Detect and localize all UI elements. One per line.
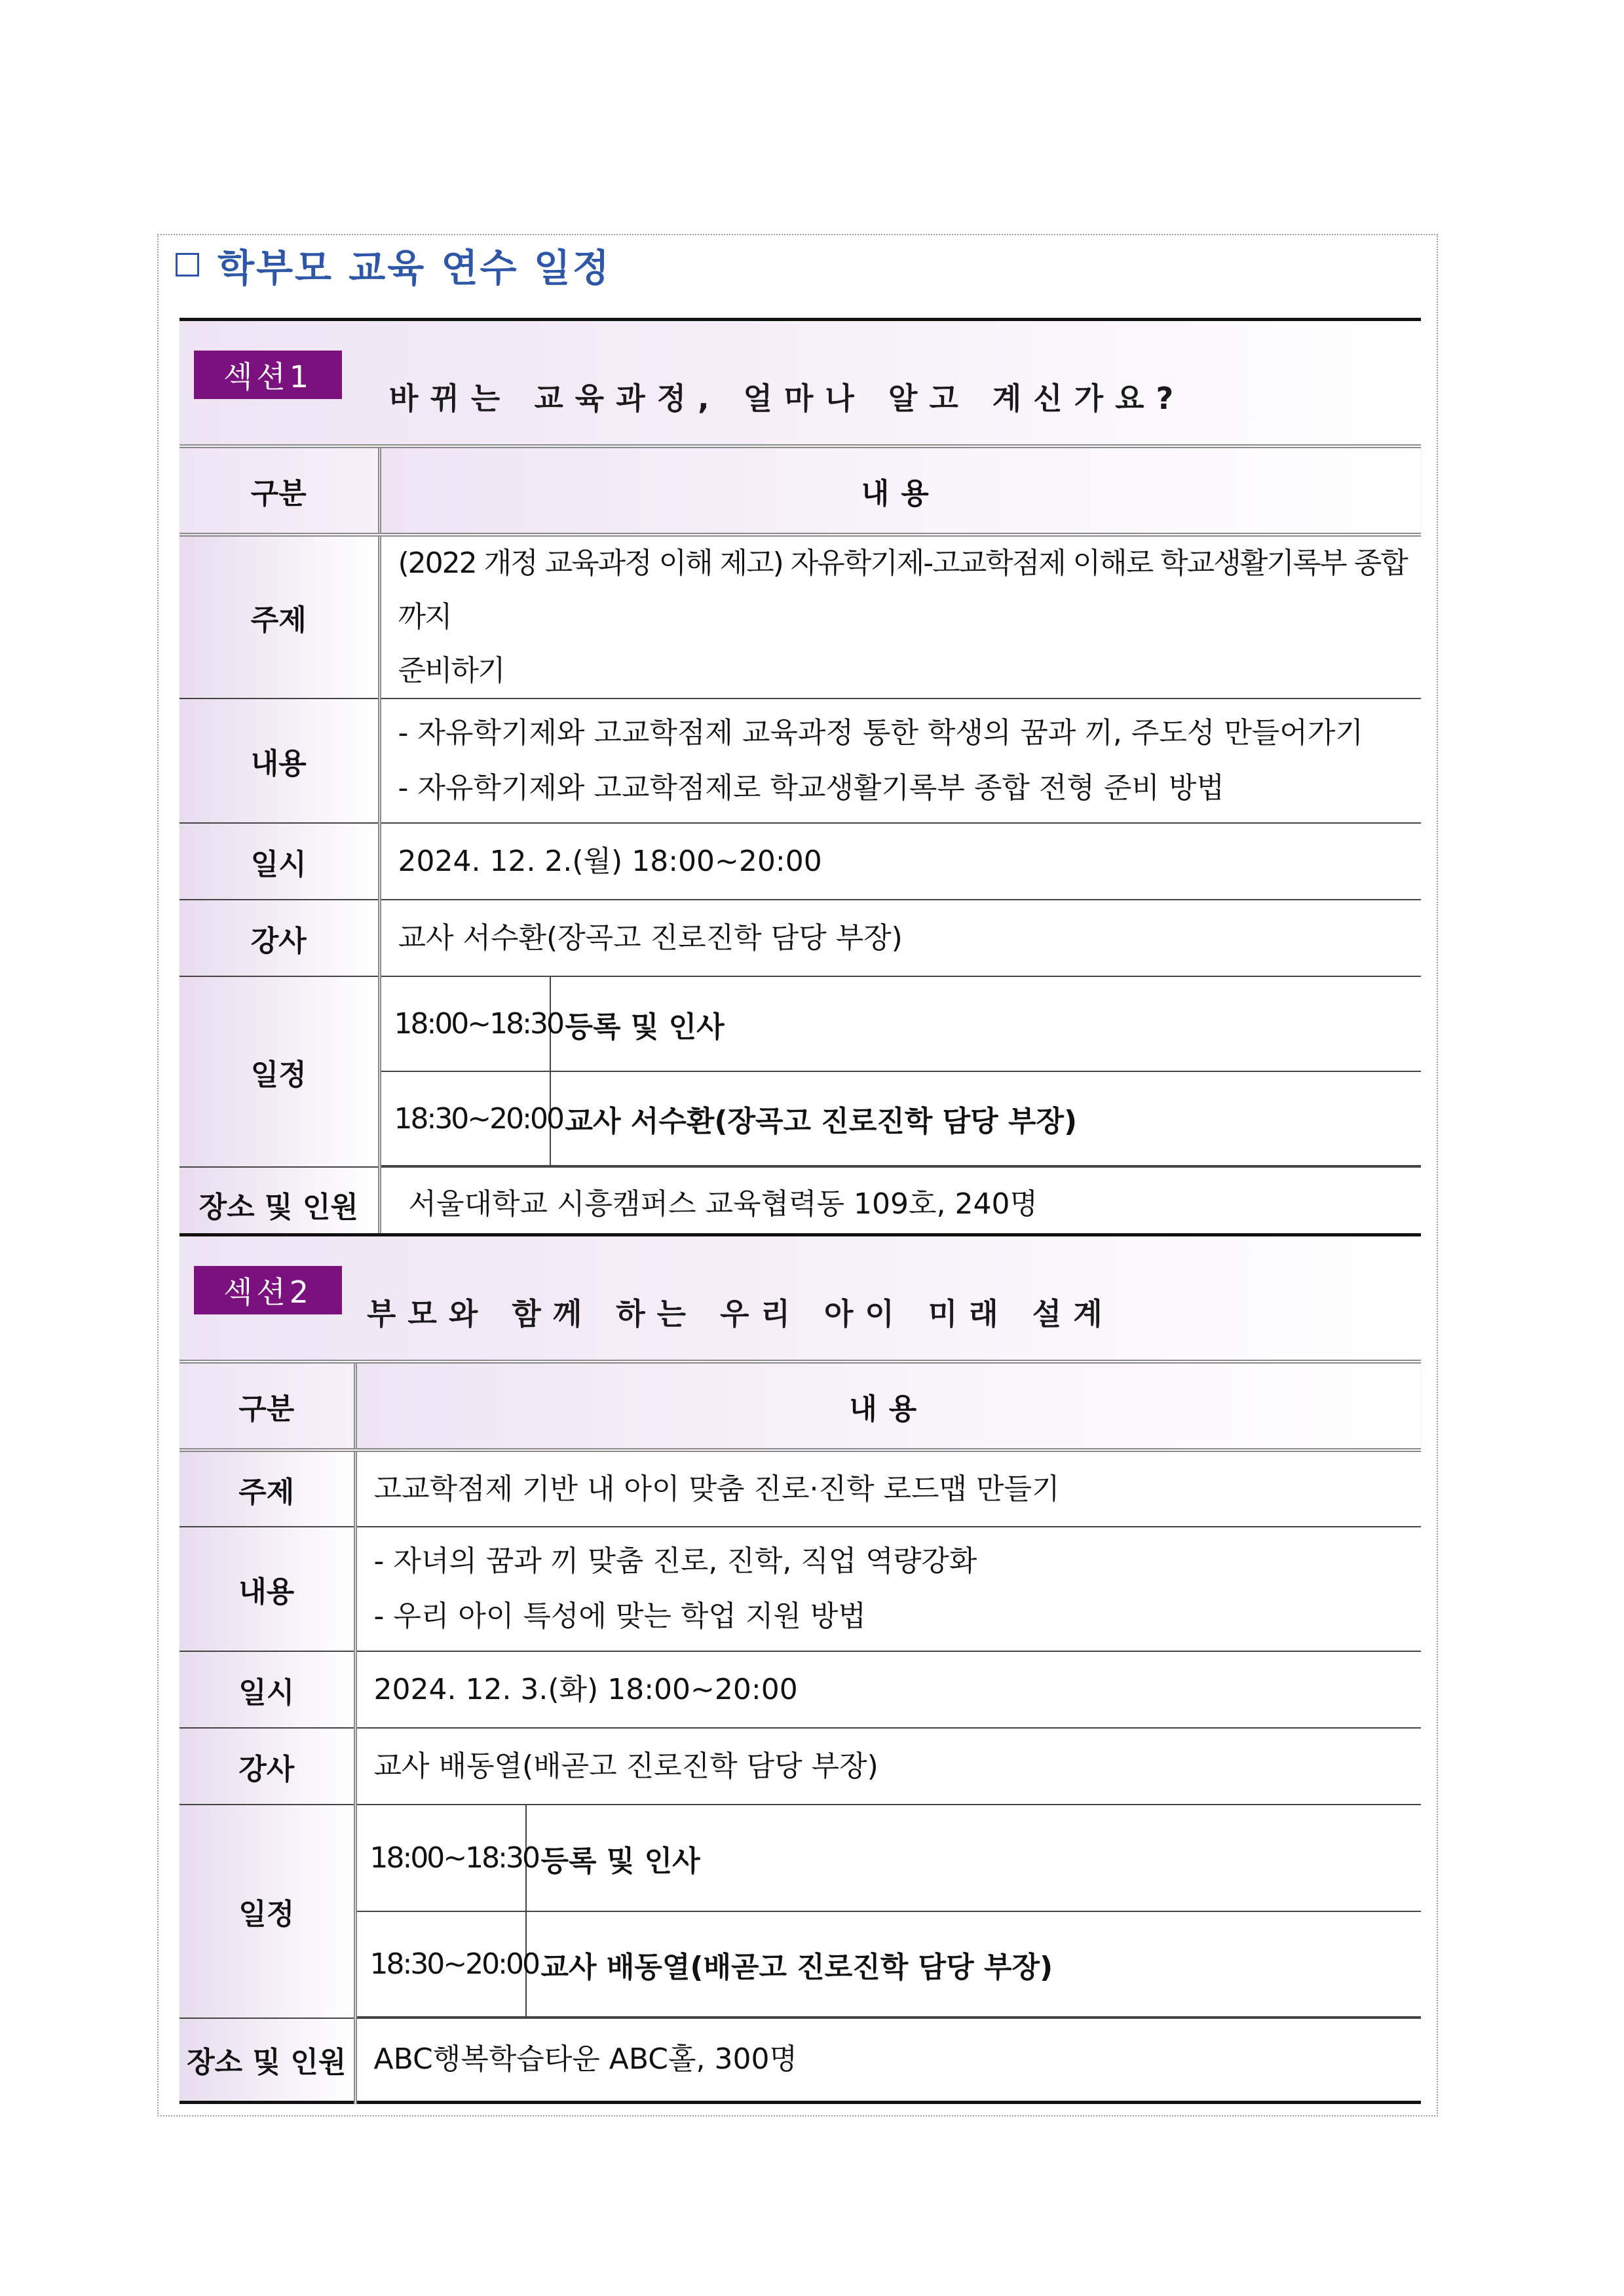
session-1-table [179,444,1421,1244]
datetime-row [179,823,1421,900]
content-label: 내용 [179,698,379,823]
session-2-header [179,1233,1421,1360]
schedule-time: 18:30~20:00 [381,1071,550,1166]
session-2-subtitle: 부모와 함께 하는 우리 아이 미래 설계 [367,1296,1114,1331]
venue-value: ABC행복학습타운 ABC홀, 300명 [355,2018,1421,2102]
schedule-label: 일정 [179,1805,355,2018]
topic-value [379,535,1421,698]
lecturer-label: 강사 [179,900,379,976]
session-2 [179,1233,1421,2104]
schedule-item [357,1805,1422,1911]
header-content: 내용 [355,1362,1421,1450]
session-2-table [179,1360,1421,2104]
schedule-item [357,1911,1422,2017]
topic-label: 주제 [179,535,379,698]
lecturer-value: 교사 서수환(장곡고 진로진학 담당 부장) [379,900,1421,976]
lecturer-value: 교사 배동열(배곧고 진로진학 담당 부장) [355,1728,1421,1805]
schedule-value [379,976,1421,1167]
venue-row [179,1167,1421,1242]
schedule-table [357,1805,1422,2018]
content-item: - 자녀의 꿈과 끼 맞춤 진로, 진학, 직업 역량강화 [373,1544,977,1578]
schedule-label: 일정 [179,976,379,1167]
content-value [379,698,1421,823]
topic-row [179,535,1421,698]
session-1-subtitle: 바뀌는 교육과정, 얼마나 알고 계신가요? [389,381,1186,416]
page-title-text: 학부모 교육 연수 일정 [217,246,611,290]
topic-label: 주제 [179,1450,355,1527]
topic-line-2: 준비하기 [398,654,504,687]
schedule-time: 18:00~18:30 [357,1805,526,1911]
schedule-row [179,976,1421,1167]
schedule-item [381,1071,1422,1166]
schedule-time: 18:30~20:00 [357,1911,526,2017]
session-1-badge: 섹션1 [194,351,342,399]
content-row [179,1527,1421,1651]
topic-row [179,1450,1421,1527]
venue-value: 서울대학교 시흥캠퍼스 교육협력동 109호, 240명 [379,1167,1421,1242]
lecturer-row [179,900,1421,976]
venue-row [179,2018,1421,2102]
content-row [179,698,1421,823]
header-label: 구분 [179,1362,355,1450]
lecturer-label: 강사 [179,1728,355,1805]
datetime-label: 일시 [179,1651,355,1728]
schedule-value [355,1805,1421,2018]
schedule-activity: 등록 및 인사 [550,977,1422,1071]
session-1 [179,318,1421,1244]
content-item: - 자유학기제와 고교학점제로 학교생활기록부 종합 전형 준비 방법 [398,771,1224,805]
session-2-badge: 섹션2 [194,1266,342,1314]
topic-line-1: (2022 개정 교육과정 이해 제고) 자유학기제-고교학점제 이해로 학교생활기록부 종합까지 [398,546,1407,634]
schedule-activity: 교사 배동열(배곧고 진로진학 담당 부장) [526,1911,1422,2017]
header-content: 내용 [379,446,1421,535]
checkbox-square-icon [176,253,199,277]
header-label: 구분 [179,446,379,535]
table-header-row [179,446,1421,535]
content-item: - 우리 아이 특성에 맞는 학업 지원 방법 [373,1599,866,1633]
session-1-header [179,318,1421,444]
datetime-row [179,1651,1421,1728]
page-title [176,237,611,292]
schedule-table [381,977,1422,1166]
datetime-value: 2024. 12. 3.(화) 18:00~20:00 [355,1651,1421,1728]
table-header-row [179,1362,1421,1450]
schedule-row [179,1805,1421,2018]
content-item: - 자유학기제와 고교학점제 교육과정 통한 학생의 꿈과 끼, 주도성 만들어가기 [398,716,1363,750]
schedule-item [381,977,1422,1071]
schedule-activity: 교사 서수환(장곡고 진로진학 담당 부장) [550,1071,1422,1166]
topic-value: 고교학점제 기반 내 아이 맞춤 진로·진학 로드맵 만들기 [355,1450,1421,1527]
content-value [355,1527,1421,1651]
datetime-label: 일시 [179,823,379,900]
datetime-value: 2024. 12. 2.(월) 18:00~20:00 [379,823,1421,900]
venue-label: 장소 및 인원 [179,1167,379,1242]
lecturer-row [179,1728,1421,1805]
content-label: 내용 [179,1527,355,1651]
schedule-time: 18:00~18:30 [381,977,550,1071]
venue-label: 장소 및 인원 [179,2018,355,2102]
schedule-activity: 등록 및 인사 [526,1805,1422,1911]
